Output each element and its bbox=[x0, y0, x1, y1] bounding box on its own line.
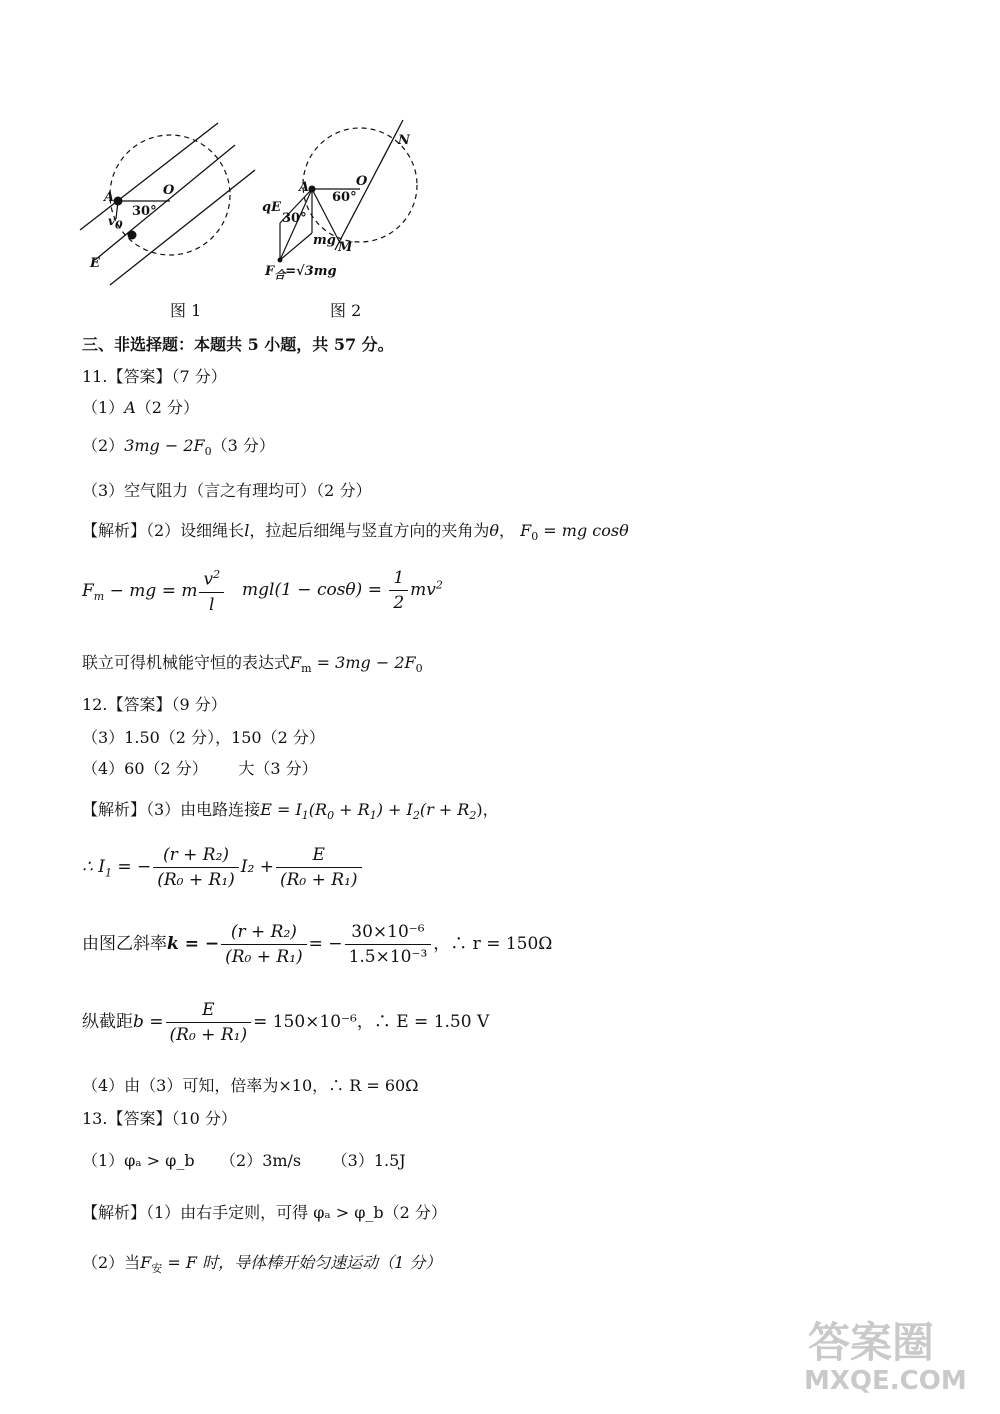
fig2-label-O: O bbox=[356, 174, 368, 189]
q13-analysis-2: （2）当$F_安 = F$ 时，导体棒开始匀速运动（1 分） bbox=[82, 1253, 442, 1276]
fig1-label-A: A bbox=[104, 190, 115, 205]
q12-fraction-2: $\frac{E}{\text{(R₀ + R₁)}}$ bbox=[276, 845, 362, 890]
q13-heading: 13.【答案】（10 分） bbox=[82, 1109, 237, 1128]
q11-fraction-v2-l: $\frac{v^2}{l}$ bbox=[199, 568, 224, 615]
q12-answer-3: （3）1.50（2 分），150（2 分） bbox=[82, 728, 325, 747]
fig1-point-A bbox=[114, 197, 123, 206]
q12-heading: 12.【答案】（9 分） bbox=[82, 695, 227, 714]
q12-answer-4: （4）60（2 分） 大（3 分） bbox=[82, 759, 318, 778]
q12-fraction-1: $\frac{\text{(r + R₂)}}{\text{(R₀ + R₁)}}$ bbox=[153, 845, 239, 890]
fig2-label-F: $F_合=√3mg$ bbox=[265, 264, 337, 282]
fig1-point-charge bbox=[128, 231, 137, 240]
q13-answers: （1）φₐ > φ_b （2）3m/s （3）1.5J bbox=[82, 1151, 406, 1170]
watermark-logo: 答案圈 bbox=[808, 1318, 935, 1367]
fig2-label-M: M bbox=[338, 240, 353, 255]
q12-slope-fraction-1: $\frac{\text{(r + R₂)}}{\text{(R₀ + R₁)}}$ bbox=[221, 922, 307, 967]
fig2-line-MN bbox=[335, 120, 403, 250]
q11-answer-2: $(2)3mg - 2F_0(3$ 分） bbox=[82, 436, 275, 459]
q12-equation-I1: ∴ $I_1$ = − $\frac{\text{(r + R₂)}}{\text{(R₀ + R₁)}}$ I₂ + $\frac{E}{\text{(R₀ + R₁)}}$ bbox=[82, 845, 364, 890]
fig1-label-v: $v_0$ bbox=[108, 214, 123, 232]
fig1-caption: 图 1 bbox=[170, 301, 202, 320]
fig1-label-E: E bbox=[90, 256, 100, 271]
fig2-point-end bbox=[278, 258, 283, 263]
fig1-field-line bbox=[110, 170, 255, 285]
fig2-caption: 图 2 bbox=[330, 301, 362, 320]
fig2-point-A bbox=[309, 186, 316, 193]
q13-analysis-1: 【解析】（1）由右手定则，可得 φₐ > φ_b（2 分） bbox=[82, 1203, 447, 1222]
q11-fraction-half: $\frac{1}{2}$ bbox=[389, 568, 408, 613]
figure-1-diagram bbox=[70, 115, 270, 290]
q12-analysis-4: （4）由（3）可知，倍率为×10，∴ R = 60Ω bbox=[82, 1076, 419, 1095]
watermark-url: MXQE.COM bbox=[804, 1366, 967, 1396]
fig2-label-qE: qE bbox=[262, 200, 281, 215]
q12-slope-fraction-2: $\frac{\text{30×10⁻⁶}}{\text{1.5×10⁻³}}$ bbox=[345, 922, 432, 967]
fig2-label-angle60: 60° bbox=[332, 190, 357, 205]
q11-equation-1: $F_m$ − mg = m $\frac{v^2}{l}$ bbox=[82, 568, 226, 615]
q11-heading: 11.【答案】（7 分） bbox=[82, 367, 227, 386]
q11-equation-2: mgl(1 − cosθ) = $\frac{1}{2}$ $mv^2$ bbox=[242, 568, 443, 613]
q11-answer-1: （1）A（2 分） bbox=[82, 398, 200, 417]
q11-conclusion: 联立可得机械能守恒的表达式$F_m = 3mg - 2F_0$ bbox=[82, 653, 423, 676]
fig2-label-A: A bbox=[299, 180, 310, 195]
section-3-title: 三、非选择题：本题共 5 小题，共 57 分。 bbox=[82, 335, 394, 354]
q11-answer-3: （3）空气阻力（言之有理均可）（2 分） bbox=[82, 481, 372, 500]
fig2-parallelogram bbox=[280, 223, 312, 260]
fig2-label-N: N bbox=[398, 133, 410, 148]
fig1-label-angle: 30° bbox=[132, 204, 157, 219]
q12-intercept-fraction: $\frac{E}{\text{(R₀ + R₁)}}$ bbox=[166, 1000, 252, 1045]
q12-intercept-equation: 纵截距b = $\frac{E}{\text{(R₀ + R₁)}}$ = 150×10⁻⁶，∴ E = 1.50 V bbox=[82, 1000, 490, 1045]
q12-slope-equation: 由图乙斜率k = − $\frac{\text{(r + R₂)}}{\text{(R₀ + R₁)}}$ = − $\frac{\text{30×10⁻⁶}}{\text{1.5×10⁻³}}$ ，∴ r = 150Ω bbox=[82, 922, 553, 967]
fig1-label-O: O bbox=[163, 183, 175, 198]
fig2-label-angle30: 30° bbox=[282, 211, 307, 226]
fig2-label-mg: mg bbox=[313, 233, 336, 248]
q12-analysis-line: 【解析】（3）由电路连接$E = I_1(R_0 + R_1) + I_2(r + R_2)$， bbox=[82, 800, 499, 823]
q11-analysis-line: 【解析】（2）设细绳长l，拉起后细绳与竖直方向的夹角为θ， $F_0$ = mg cosθ bbox=[82, 521, 629, 544]
